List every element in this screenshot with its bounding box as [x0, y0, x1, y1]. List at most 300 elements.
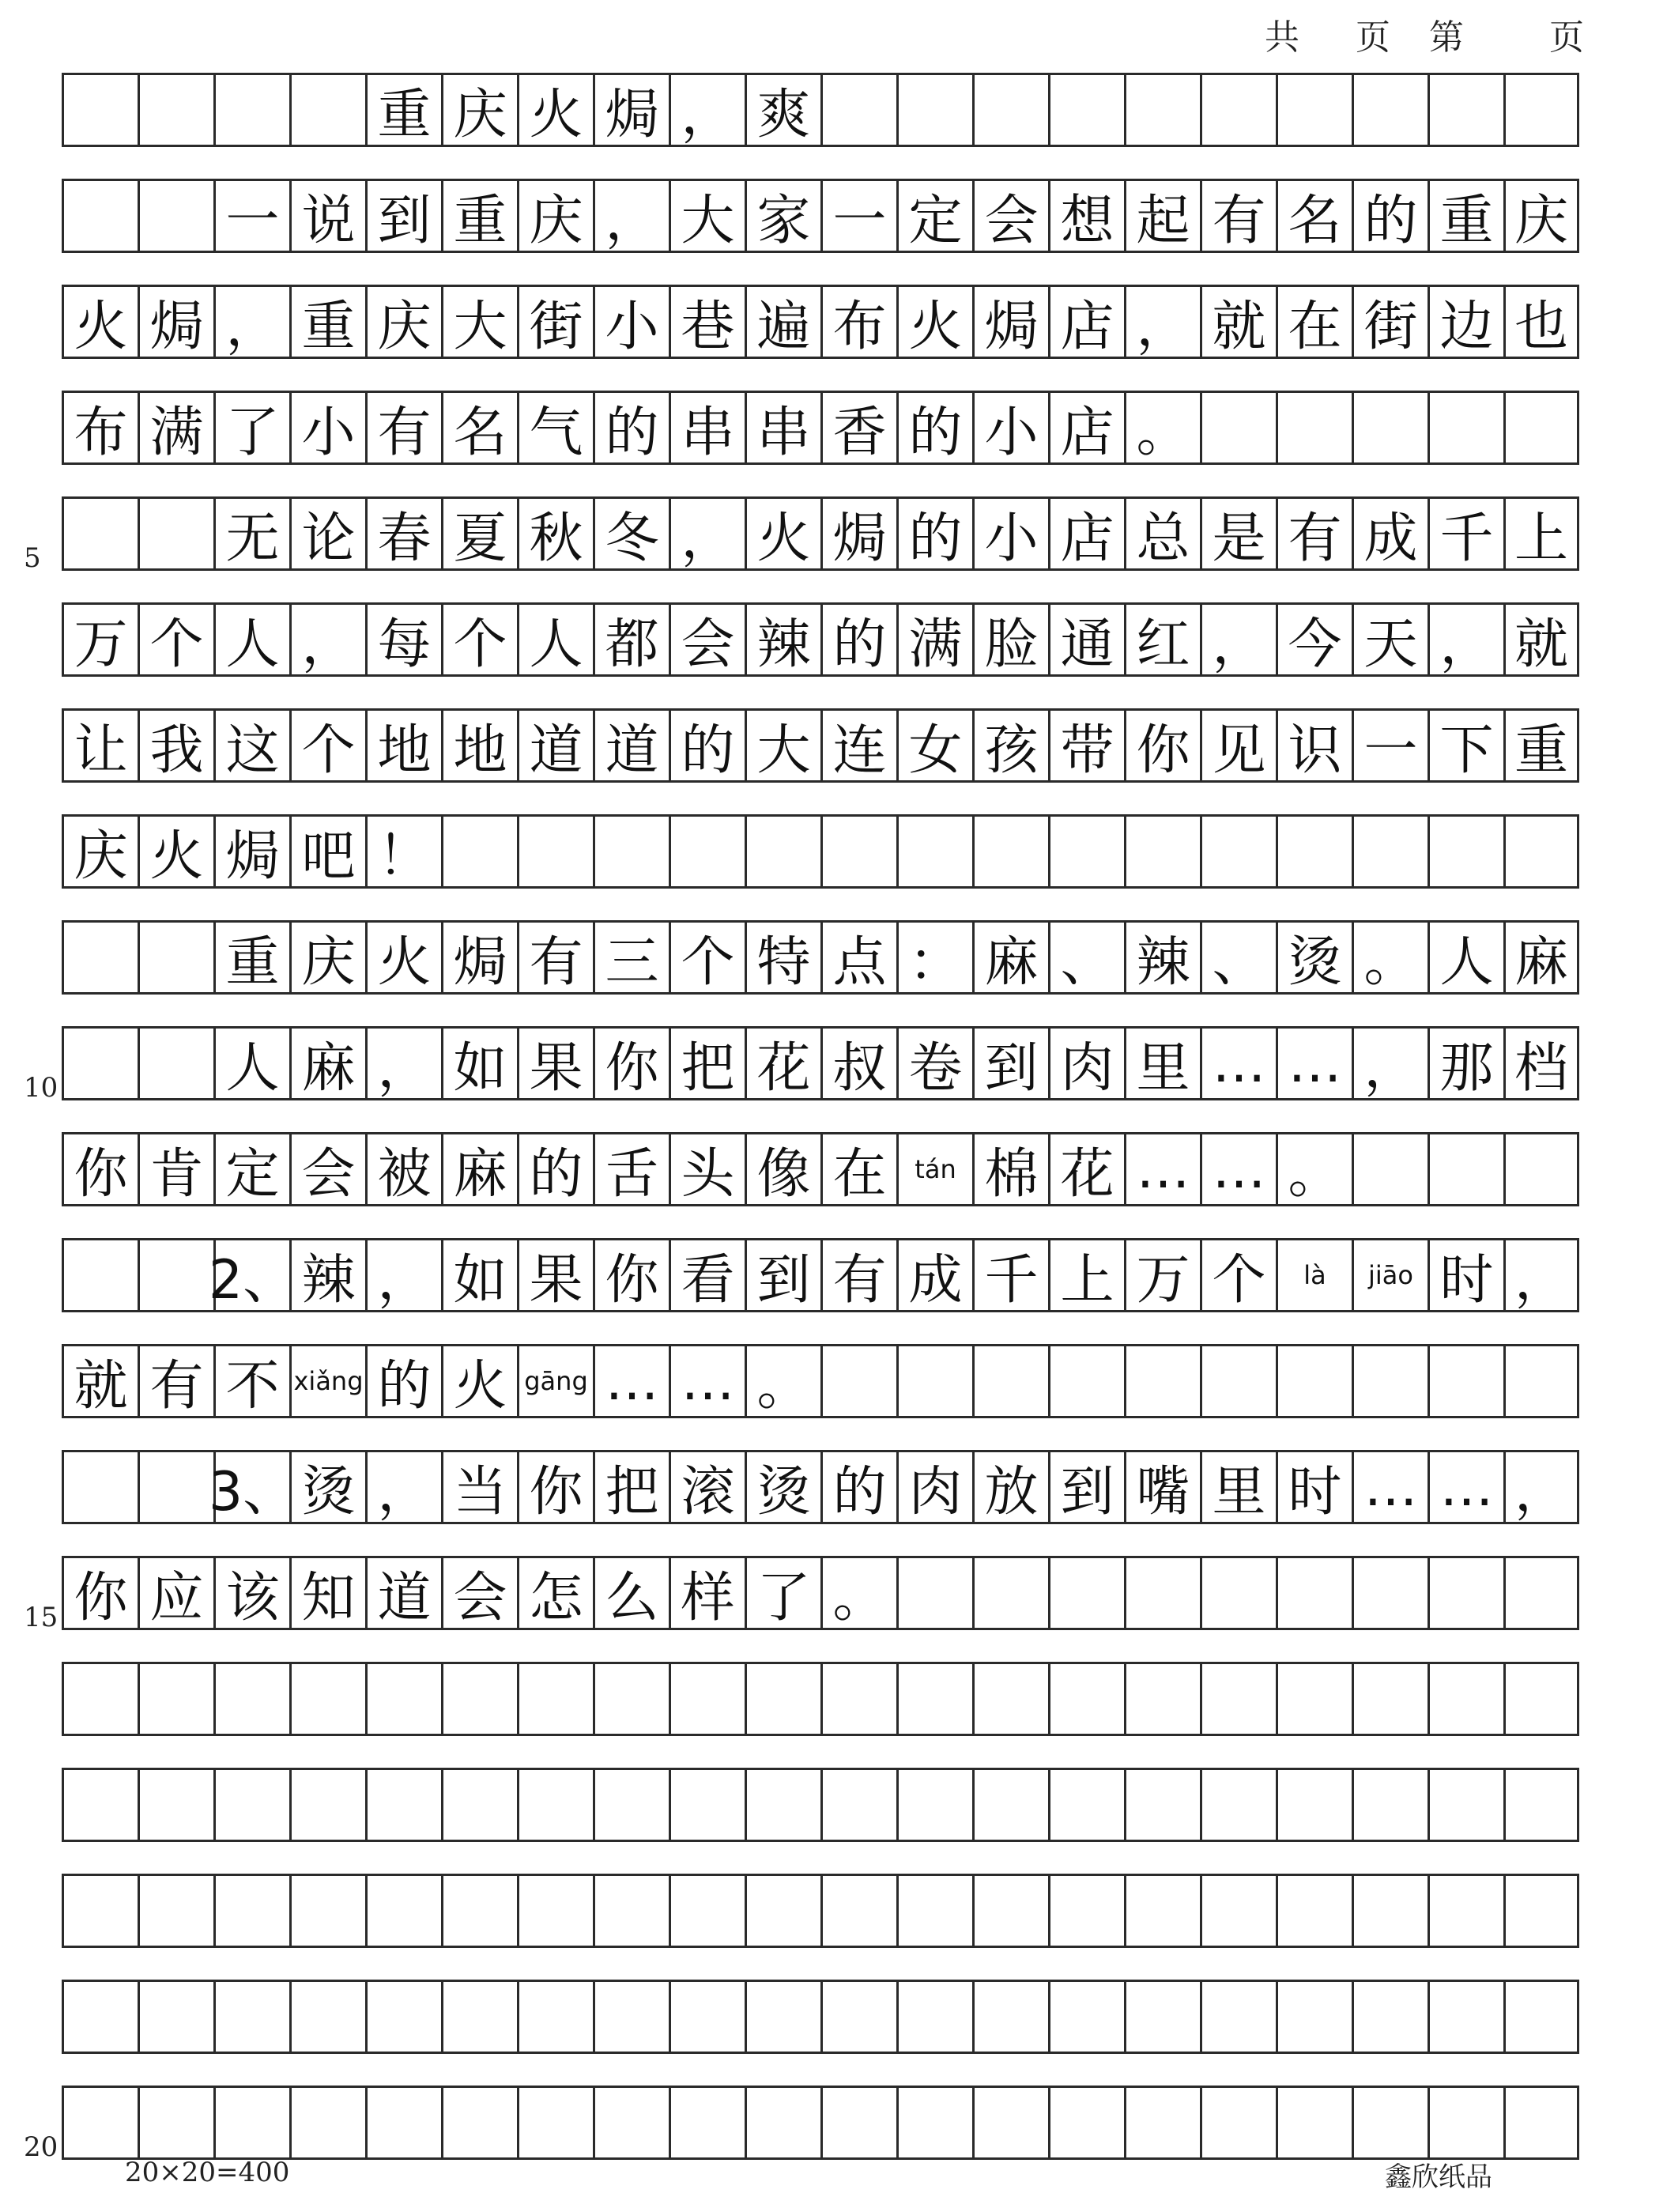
grid-cell [1503, 393, 1579, 462]
grid-cell: ， [365, 1029, 441, 1098]
grid-cell [1200, 817, 1276, 886]
grid-cell: 像 [745, 1134, 820, 1204]
grid-cell: 滚 [669, 1452, 745, 1522]
grid-cell: 的 [896, 499, 972, 568]
grid-cell: 。 [1124, 393, 1200, 462]
grid-cell: ， [1503, 1452, 1579, 1522]
grid-cell: 如 [441, 1029, 517, 1098]
grid-cell [669, 1982, 745, 2052]
grid-cell: 冬 [593, 499, 669, 568]
grid-cell [1200, 1876, 1276, 1946]
grid-cell: 道 [517, 711, 593, 780]
grid-cell [1048, 1982, 1124, 2052]
grid-cell [1503, 1770, 1579, 1840]
grid-cell: 你 [517, 1452, 593, 1522]
grid-cell: 到 [972, 1029, 1048, 1098]
grid-cell: 焗 [972, 287, 1048, 357]
grid-cell: 会 [972, 181, 1048, 251]
grid-cell [441, 817, 517, 886]
grid-cell [213, 1876, 289, 1946]
grid-cell: ， [669, 499, 745, 568]
grid-cell: 花 [1048, 1134, 1124, 1204]
grid-cell [1200, 393, 1276, 462]
line-number: 10 [24, 1072, 58, 1104]
grid-cell [820, 1982, 896, 2052]
grid-cell: 你 [62, 1558, 138, 1628]
grid-cell: 肉 [1048, 1029, 1124, 1098]
grid-cell: 孩 [972, 711, 1048, 780]
grid-cell: 串 [669, 393, 745, 462]
grid-cell: 你 [1124, 711, 1200, 780]
grid-cell [972, 1558, 1048, 1628]
grid-cell: 大 [745, 711, 820, 780]
grid-cell: 肯 [138, 1134, 213, 1204]
line-number: 15 [24, 1602, 58, 1633]
grid-cell [972, 1982, 1048, 2052]
grid-cell: ， [1428, 605, 1503, 674]
grid-cell: 春 [365, 499, 441, 568]
grid-cell: 2、 [213, 1240, 289, 1310]
grid-cell [896, 1876, 972, 1946]
grid-cell: 有 [1276, 499, 1352, 568]
grid-cell [1428, 1770, 1503, 1840]
grid-cell: 店 [1048, 393, 1124, 462]
grid-cell [972, 1876, 1048, 1946]
grid-cell [365, 1982, 441, 2052]
grid-cell [1048, 2088, 1124, 2157]
grid-cell [1428, 2088, 1503, 2157]
grid-cell [745, 1876, 820, 1946]
grid-cell: 烫 [1276, 923, 1352, 992]
grid-cell: 满 [138, 393, 213, 462]
grid-cell: 道 [365, 1558, 441, 1628]
grid-cell: 是 [1200, 499, 1276, 568]
grid-cell: 小 [972, 499, 1048, 568]
grid-cell: 见 [1200, 711, 1276, 780]
grid-cell [820, 1770, 896, 1840]
grid-cell [62, 1982, 138, 2052]
grid-cell: 在 [1276, 287, 1352, 357]
grid-cell: 辣 [289, 1240, 365, 1310]
grid-cell: 的 [365, 1346, 441, 1416]
grid-cell [1352, 817, 1428, 886]
grid-cell: 下 [1428, 711, 1503, 780]
grid-cell [972, 1770, 1048, 1840]
grid-cell [1200, 1664, 1276, 1734]
grid-cell [593, 1876, 669, 1946]
grid-cell: 焗 [138, 287, 213, 357]
grid-cell [1200, 75, 1276, 145]
grid-cell [213, 2088, 289, 2157]
grid-cell [1352, 1134, 1428, 1204]
grid-cell: 有 [138, 1346, 213, 1416]
grid-cell: 、 [1048, 923, 1124, 992]
grid-cell: 今 [1276, 605, 1352, 674]
grid-cell [820, 75, 896, 145]
grid-cell: là [1276, 1240, 1352, 1310]
grid-cell: … [1200, 1134, 1276, 1204]
grid-cell [896, 1770, 972, 1840]
grid-cell: 。 [820, 1558, 896, 1628]
grid-cell: 小 [289, 393, 365, 462]
grid-cell: 小 [593, 287, 669, 357]
grid-cell: 档 [1503, 1029, 1579, 1098]
grid-cell [1352, 2088, 1428, 2157]
grid-cell: 就 [62, 1346, 138, 1416]
grid-row [62, 1874, 1579, 1948]
grid-cell [1352, 1558, 1428, 1628]
grid-cell [1124, 2088, 1200, 2157]
grid-cell [517, 817, 593, 886]
grid-cell: 辣 [1124, 923, 1200, 992]
grid-cell [213, 1982, 289, 2052]
grid-cell: 大 [669, 181, 745, 251]
grid-cell [1428, 1664, 1503, 1734]
grid-cell: 焗 [441, 923, 517, 992]
grid-row [62, 2086, 1579, 2160]
grid-cell [517, 1982, 593, 2052]
grid-cell: 点 [820, 923, 896, 992]
grid-cell [669, 817, 745, 886]
grid-cell: 应 [138, 1558, 213, 1628]
grid-cell: 吧 [289, 817, 365, 886]
grid-cell [669, 1876, 745, 1946]
grid-cell: 火 [896, 287, 972, 357]
grid-cell [1200, 1770, 1276, 1840]
grid-cell [441, 2088, 517, 2157]
grid-spec: 20×20=400 [125, 2157, 290, 2188]
grid-cell [896, 1664, 972, 1734]
grid-cell [1124, 1876, 1200, 1946]
grid-cell [517, 1770, 593, 1840]
grid-cell: 一 [213, 181, 289, 251]
grid-cell: … [593, 1346, 669, 1416]
grid-cell: 庆 [441, 75, 517, 145]
grid-cell: 上 [1048, 1240, 1124, 1310]
grid-cell: 时 [1276, 1452, 1352, 1522]
grid-cell: 爽 [745, 75, 820, 145]
grid-cell: 焗 [820, 499, 896, 568]
grid-cell [62, 1876, 138, 1946]
grid-cell: ， [365, 1452, 441, 1522]
grid-cell [138, 181, 213, 251]
grid-cell [1048, 1346, 1124, 1416]
grid-cell: 到 [365, 181, 441, 251]
grid-cell [1048, 817, 1124, 886]
grid-cell: 一 [1352, 711, 1428, 780]
grid-cell: 人 [213, 605, 289, 674]
grid-cell: 街 [517, 287, 593, 357]
grid-cell: 。 [1276, 1134, 1352, 1204]
grid-row [62, 1026, 1579, 1100]
grid-cell: ， [365, 1240, 441, 1310]
grid-cell: 家 [745, 181, 820, 251]
grid-cell [138, 1664, 213, 1734]
grid-cell [1352, 1876, 1428, 1946]
grid-cell: 重 [213, 923, 289, 992]
grid-cell: 有 [820, 1240, 896, 1310]
grid-row [62, 179, 1579, 253]
grid-cell: 果 [517, 1029, 593, 1098]
grid-cell: … [1200, 1029, 1276, 1098]
grid-cell [1276, 393, 1352, 462]
grid-cell: 个 [138, 605, 213, 674]
grid-cell: 就 [1200, 287, 1276, 357]
grid-cell [820, 1664, 896, 1734]
grid-cell: 当 [441, 1452, 517, 1522]
grid-row [62, 602, 1579, 677]
grid-cell: 每 [365, 605, 441, 674]
grid-cell [138, 2088, 213, 2157]
grid-cell [1124, 1982, 1200, 2052]
grid-cell: 火 [62, 287, 138, 357]
grid-cell: jiāo [1352, 1240, 1428, 1310]
grid-cell [1124, 1770, 1200, 1840]
grid-cell: 你 [593, 1029, 669, 1098]
grid-cell: 时 [1428, 1240, 1503, 1310]
grid-cell: 焗 [213, 817, 289, 886]
grid-cell [62, 1240, 138, 1310]
grid-cell [896, 1346, 972, 1416]
grid-row [62, 1132, 1579, 1206]
grid-cell [213, 1770, 289, 1840]
grid-cell [593, 817, 669, 886]
grid-cell [1503, 75, 1579, 145]
grid-cell: 了 [745, 1558, 820, 1628]
grid-cell: 把 [669, 1029, 745, 1098]
grid-cell [62, 1770, 138, 1840]
grid-cell [669, 1770, 745, 1840]
grid-cell [745, 817, 820, 886]
grid-cell: 、 [1200, 923, 1276, 992]
grid-cell: 的 [820, 1452, 896, 1522]
grid-cell [365, 1876, 441, 1946]
grid-cell: ， [1352, 1029, 1428, 1098]
grid-row [62, 1450, 1579, 1524]
grid-cell: 么 [593, 1558, 669, 1628]
grid-cell: 火 [441, 1346, 517, 1416]
grid-cell: 连 [820, 711, 896, 780]
grid-cell: xiǎng [289, 1346, 365, 1416]
grid-cell: 在 [820, 1134, 896, 1204]
grid-cell: 布 [820, 287, 896, 357]
grid-cell: gāng [517, 1346, 593, 1416]
grid-cell [1124, 75, 1200, 145]
grid-cell: 卷 [896, 1029, 972, 1098]
grid-cell: 三 [593, 923, 669, 992]
grid-cell [1428, 393, 1503, 462]
grid-cell: 会 [289, 1134, 365, 1204]
grid-cell: ！ [365, 817, 441, 886]
grid-cell [1276, 1982, 1352, 2052]
grid-cell: 带 [1048, 711, 1124, 780]
grid-cell [820, 1346, 896, 1416]
grid-cell [365, 1770, 441, 1840]
grid-cell: 麻 [289, 1029, 365, 1098]
grid-cell: 会 [669, 605, 745, 674]
grid-cell: 人 [1428, 923, 1503, 992]
grid-cell [517, 1664, 593, 1734]
grid-cell [1200, 1558, 1276, 1628]
grid-cell [593, 1664, 669, 1734]
grid-cell [138, 1029, 213, 1098]
grid-cell [1276, 1664, 1352, 1734]
grid-cell: 到 [1048, 1452, 1124, 1522]
paper-brand: 鑫欣纸品 [1385, 2161, 1492, 2193]
grid-cell [62, 181, 138, 251]
grid-cell: 嘴 [1124, 1452, 1200, 1522]
grid-cell: 个 [289, 711, 365, 780]
grid-cell [745, 2088, 820, 2157]
grid-cell [896, 75, 972, 145]
grid-cell: 街 [1352, 287, 1428, 357]
grid-cell: 重 [1503, 711, 1579, 780]
grid-cell: 香 [820, 393, 896, 462]
grid-cell: tán [896, 1134, 972, 1204]
grid-cell: 店 [1048, 499, 1124, 568]
grid-cell [213, 75, 289, 145]
grid-cell [1503, 1664, 1579, 1734]
grid-cell: 红 [1124, 605, 1200, 674]
grid-cell: 到 [745, 1240, 820, 1310]
grid-cell: 了 [213, 393, 289, 462]
grid-cell [1503, 1558, 1579, 1628]
grid-cell [972, 817, 1048, 886]
grid-cell [745, 1664, 820, 1734]
grid-cell: 地 [365, 711, 441, 780]
grid-cell [138, 1876, 213, 1946]
grid-cell [1276, 75, 1352, 145]
grid-cell: 名 [1276, 181, 1352, 251]
grid-cell: 的 [1352, 181, 1428, 251]
grid-cell [138, 1770, 213, 1840]
grid-cell [365, 2088, 441, 2157]
grid-cell: 知 [289, 1558, 365, 1628]
grid-row [62, 73, 1579, 147]
grid-cell: 肉 [896, 1452, 972, 1522]
grid-cell: 特 [745, 923, 820, 992]
grid-cell: 气 [517, 393, 593, 462]
grid-row [62, 391, 1579, 465]
grid-cell: 看 [669, 1240, 745, 1310]
grid-cell [213, 1664, 289, 1734]
grid-cell: 里 [1200, 1452, 1276, 1522]
grid-cell [441, 1982, 517, 2052]
grid-cell: 麻 [441, 1134, 517, 1204]
grid-cell [1048, 1664, 1124, 1734]
grid-cell: 麻 [972, 923, 1048, 992]
grid-cell: 都 [593, 605, 669, 674]
grid-cell [138, 1240, 213, 1310]
grid-cell: 该 [213, 1558, 289, 1628]
grid-cell: 样 [669, 1558, 745, 1628]
grid-cell: 火 [517, 75, 593, 145]
grid-cell: 花 [745, 1029, 820, 1098]
grid-cell: 的 [896, 393, 972, 462]
grid-cell: 让 [62, 711, 138, 780]
grid-cell: 串 [745, 393, 820, 462]
grid-cell: 人 [517, 605, 593, 674]
grid-cell: ， [1503, 1240, 1579, 1310]
header-gong: 共 [1265, 17, 1299, 58]
grid-cell: 人 [213, 1029, 289, 1098]
grid-cell: 不 [213, 1346, 289, 1416]
grid-cell: 3、 [213, 1452, 289, 1522]
grid-cell: 有 [1200, 181, 1276, 251]
grid-cell [820, 817, 896, 886]
grid-cell: 边 [1428, 287, 1503, 357]
grid-cell: ， [213, 287, 289, 357]
grid-cell: 起 [1124, 181, 1200, 251]
grid-cell [289, 75, 365, 145]
grid-cell: 会 [441, 1558, 517, 1628]
grid-cell: 说 [289, 181, 365, 251]
grid-cell [1048, 1770, 1124, 1840]
grid-cell [1276, 1346, 1352, 1416]
grid-cell [1276, 1876, 1352, 1946]
grid-cell [1124, 1664, 1200, 1734]
grid-cell [972, 75, 1048, 145]
grid-cell: 成 [1352, 499, 1428, 568]
grid-cell: 女 [896, 711, 972, 780]
grid-cell [1200, 1982, 1276, 2052]
grid-cell [896, 1558, 972, 1628]
grid-cell: 火 [745, 499, 820, 568]
grid-cell: 焗 [593, 75, 669, 145]
grid-cell [1503, 1982, 1579, 2052]
grid-cell [62, 1664, 138, 1734]
grid-cell [593, 1982, 669, 2052]
grid-cell [972, 2088, 1048, 2157]
grid-cell: 被 [365, 1134, 441, 1204]
grid-row [62, 814, 1579, 889]
grid-cell: 上 [1503, 499, 1579, 568]
grid-cell [1428, 1876, 1503, 1946]
grid-cell [1048, 1558, 1124, 1628]
grid-cell [820, 1876, 896, 1946]
grid-cell: 无 [213, 499, 289, 568]
grid-cell: … [1352, 1452, 1428, 1522]
grid-cell: 想 [1048, 181, 1124, 251]
grid-row [62, 1768, 1579, 1842]
grid-cell [1352, 75, 1428, 145]
grid-cell [441, 1876, 517, 1946]
grid-cell: 一 [820, 181, 896, 251]
grid-cell: 秋 [517, 499, 593, 568]
grid-cell: 果 [517, 1240, 593, 1310]
grid-row [62, 1662, 1579, 1736]
grid-row [62, 496, 1579, 571]
grid-cell: ， [1200, 605, 1276, 674]
grid-cell: 头 [669, 1134, 745, 1204]
grid-cell: 重 [441, 181, 517, 251]
grid-cell: 识 [1276, 711, 1352, 780]
grid-cell: 把 [593, 1452, 669, 1522]
header-ye: 页 [1356, 17, 1390, 58]
grid-cell: 小 [972, 393, 1048, 462]
grid-cell [1428, 1558, 1503, 1628]
grid-cell: 巷 [669, 287, 745, 357]
grid-cell [62, 499, 138, 568]
grid-cell: 辣 [745, 605, 820, 674]
header-ye-2: 页 [1549, 17, 1584, 58]
grid-cell: 。 [1352, 923, 1428, 992]
grid-cell [745, 1770, 820, 1840]
grid-cell [62, 2088, 138, 2157]
grid-cell [1276, 1558, 1352, 1628]
grid-row [62, 1238, 1579, 1312]
grid-cell: … [1428, 1452, 1503, 1522]
